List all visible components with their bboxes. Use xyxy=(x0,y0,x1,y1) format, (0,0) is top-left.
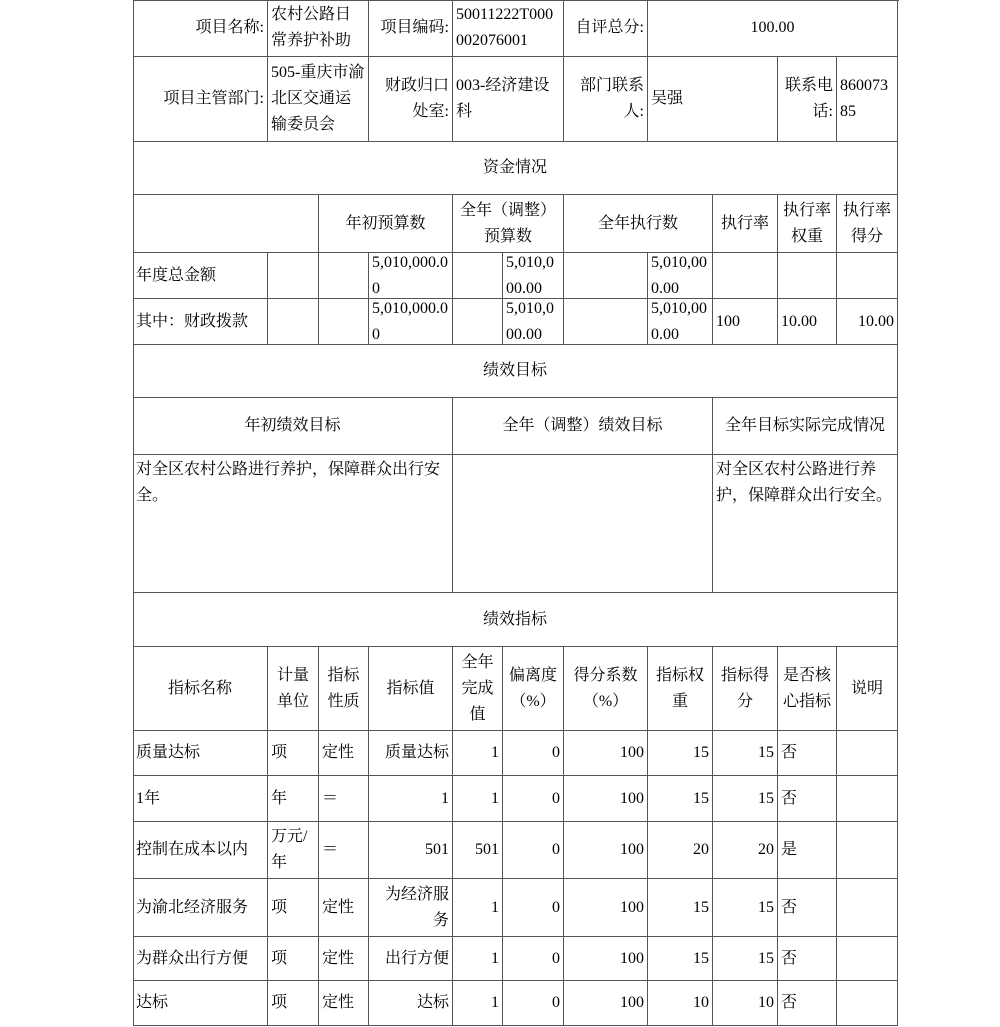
funds-row-label-text: 年度总金额 xyxy=(136,266,217,284)
indicator-cell-text: 0 xyxy=(552,744,560,761)
indicator-cell-text: 20 xyxy=(693,841,709,858)
indicator-column-header xyxy=(648,647,713,731)
indicator-cell xyxy=(648,981,713,1026)
phone xyxy=(837,57,898,142)
blank-cell xyxy=(133,195,319,253)
indicator-cell xyxy=(648,776,713,822)
section-title-goals-text: 绩效目标 xyxy=(482,362,547,379)
indicator-cell xyxy=(268,937,319,981)
indicator-cell xyxy=(778,776,837,822)
indicator-cell xyxy=(319,776,369,822)
indicator-cell xyxy=(503,937,564,981)
executed-amount xyxy=(648,299,713,345)
indicator-cell xyxy=(837,731,898,776)
adjusted-budget-text: 5,010,000.00 xyxy=(506,299,554,343)
section-title-goals xyxy=(133,345,898,398)
rate-score xyxy=(837,253,898,299)
section-title-indicators xyxy=(133,593,898,647)
indicator-cell xyxy=(648,937,713,981)
indicator-cell-text: 达标 xyxy=(136,994,169,1011)
initial-budget xyxy=(369,299,453,345)
indicator-column-header-text: 指标得分 xyxy=(720,666,769,710)
funds-column-header-text: 执行率 xyxy=(720,214,769,232)
indicator-cell-text: 0 xyxy=(552,898,560,916)
indicator-cell-text: 否 xyxy=(781,949,798,967)
dept-label xyxy=(133,57,268,142)
funds-column-header xyxy=(319,195,453,253)
phone-label xyxy=(778,57,837,142)
self-score-label xyxy=(564,0,648,57)
funds-column-header xyxy=(713,195,778,253)
project-code-label xyxy=(369,0,453,57)
goals-column-header-text: 全年（调整）绩效目标 xyxy=(502,417,663,434)
indicator-cell xyxy=(369,731,453,776)
indicator-cell-text: 15 xyxy=(758,898,774,916)
table-cell xyxy=(564,253,648,299)
adjusted-budget xyxy=(503,299,564,345)
contact xyxy=(648,57,778,142)
indicator-cell xyxy=(713,731,778,776)
indicator-cell xyxy=(453,879,503,937)
table-cell xyxy=(319,253,369,299)
indicator-cell xyxy=(319,822,369,879)
indicator-cell xyxy=(837,822,898,879)
indicator-cell-text: 否 xyxy=(781,994,798,1011)
indicator-cell-text: 100 xyxy=(620,898,644,916)
indicator-cell xyxy=(268,731,319,776)
indicator-cell-text: 20 xyxy=(758,841,774,858)
indicator-column-header xyxy=(778,647,837,731)
self-score-text: 100.00 xyxy=(750,19,795,36)
initial-budget xyxy=(369,253,453,299)
executed-amount-text: 5,010,000.00 xyxy=(651,253,707,297)
execution-rate xyxy=(713,253,778,299)
indicator-cell-text: 15 xyxy=(693,898,709,916)
indicator-cell-text: 1 xyxy=(491,949,499,967)
adjusted-goal xyxy=(453,455,713,593)
indicator-cell xyxy=(133,822,268,879)
indicator-cell xyxy=(268,879,319,937)
indicator-cell-text: 定性 xyxy=(322,898,355,916)
indicator-cell-text: 是 xyxy=(781,841,798,858)
indicator-column-header-text: 指标名称 xyxy=(167,679,232,697)
indicator-column-header-text: 是否核心指标 xyxy=(782,666,831,710)
indicator-column-header xyxy=(503,647,564,731)
execution-rate xyxy=(713,299,778,345)
indicator-column-header xyxy=(268,647,319,731)
indicator-cell-text: ＝ xyxy=(322,841,339,858)
indicator-cell xyxy=(369,937,453,981)
indicator-cell-text: 1 xyxy=(491,789,499,807)
indicator-cell-text: 0 xyxy=(552,841,560,858)
indicator-cell xyxy=(319,879,369,937)
indicator-column-header xyxy=(369,647,453,731)
project-name-label xyxy=(133,0,268,57)
indicator-cell xyxy=(837,981,898,1026)
indicator-column-header xyxy=(837,647,898,731)
indicator-cell-text: 定性 xyxy=(322,949,355,967)
indicator-cell-text: 万元/年 xyxy=(271,828,308,871)
indicator-cell xyxy=(778,937,837,981)
indicator-cell xyxy=(713,937,778,981)
indicator-cell-text: 0 xyxy=(552,949,560,967)
finance-office-label-text: 财政归口处室: xyxy=(384,77,449,120)
funds-row-label xyxy=(133,253,268,299)
indicator-cell xyxy=(453,981,503,1026)
indicator-cell xyxy=(564,937,648,981)
executed-amount xyxy=(648,253,713,299)
dept-text: 505-重庆市渝北区交通运输委员会 xyxy=(271,64,365,133)
indicator-cell-text: 1 xyxy=(441,789,449,807)
indicator-cell-text: 1 xyxy=(491,744,499,761)
indicator-column-header xyxy=(133,647,268,731)
indicator-cell xyxy=(268,822,319,879)
indicator-cell-text: 控制在成本以内 xyxy=(136,841,249,858)
indicator-cell-text: 否 xyxy=(781,898,798,916)
indicator-cell xyxy=(133,981,268,1026)
funds-row-label xyxy=(133,299,268,345)
indicator-cell-text: 15 xyxy=(758,789,774,807)
indicator-cell-text: 100 xyxy=(620,789,644,807)
indicator-cell xyxy=(564,776,648,822)
rate-weight-text: 10.00 xyxy=(781,312,817,330)
rate-score xyxy=(837,299,898,345)
indicator-cell-text: 15 xyxy=(693,949,709,967)
project-name xyxy=(268,0,369,57)
actual-goal xyxy=(713,455,898,593)
dept xyxy=(268,57,369,142)
indicator-cell xyxy=(503,731,564,776)
indicator-cell-text: 定性 xyxy=(322,744,355,761)
indicator-cell xyxy=(837,776,898,822)
section-title-funds-text: 资金情况 xyxy=(482,159,547,176)
indicator-column-header-text: 得分系数（%） xyxy=(573,666,638,710)
adjusted-budget-text: 5,010,000.00 xyxy=(506,253,554,297)
table-cell xyxy=(453,253,503,299)
finance-office xyxy=(453,57,564,142)
goals-column-header xyxy=(133,398,453,455)
indicator-cell-text: 定性 xyxy=(322,994,355,1011)
initial-budget-text: 5,010,000.00 xyxy=(372,253,448,297)
project-code-label-text: 项目编码: xyxy=(380,19,449,36)
indicator-cell xyxy=(319,937,369,981)
indicator-column-header xyxy=(713,647,778,731)
indicator-cell-text: 15 xyxy=(758,949,774,967)
table-cell xyxy=(268,253,319,299)
indicator-column-header-text: 指标性质 xyxy=(327,666,360,710)
indicator-cell xyxy=(564,822,648,879)
indicator-cell-text: 项 xyxy=(271,744,288,761)
indicator-cell-text: 0 xyxy=(552,789,560,807)
indicator-cell xyxy=(453,822,503,879)
adjusted-budget xyxy=(503,253,564,299)
funds-row-label-text: 其中：财政拨款 xyxy=(136,312,249,330)
rate-score-text: 10.00 xyxy=(858,312,894,330)
contact-text: 吴强 xyxy=(651,90,684,107)
indicator-cell-text: 质量达标 xyxy=(136,744,201,761)
indicator-cell-text: ＝ xyxy=(322,789,339,807)
indicator-cell-text: 0 xyxy=(552,994,560,1011)
funds-column-header-text: 全年执行数 xyxy=(597,214,678,232)
finance-office-label xyxy=(369,57,453,142)
executed-amount-text: 5,010,000.00 xyxy=(651,299,707,343)
goals-column-header-text: 全年目标实际完成情况 xyxy=(724,417,885,434)
funds-column-header-text: 执行率权重 xyxy=(782,201,831,245)
funds-column-header xyxy=(778,195,837,253)
section-title-funds xyxy=(133,142,898,195)
rate-weight xyxy=(778,253,837,299)
indicator-cell xyxy=(713,981,778,1026)
project-name-text: 农村公路日常养护补助 xyxy=(271,6,352,49)
project-code-text: 50011222T000002076001 xyxy=(456,6,554,49)
project-name-label-text: 项目名称: xyxy=(195,19,264,36)
goals-column-header xyxy=(713,398,898,455)
contact-label-text: 部门联系人: xyxy=(579,77,644,120)
funds-column-header-text: 全年（调整）预算数 xyxy=(459,201,556,245)
indicator-cell xyxy=(369,981,453,1026)
indicator-cell xyxy=(778,731,837,776)
initial-goal-text: 对全区农村公路进行养护，保障群众出行安全。 xyxy=(136,461,441,504)
initial-goal xyxy=(133,455,453,593)
indicator-cell xyxy=(369,822,453,879)
table-cell xyxy=(453,299,503,345)
indicator-cell-text: 100 xyxy=(620,994,644,1011)
project-code xyxy=(453,0,564,57)
indicator-cell-text: 1 xyxy=(491,898,499,916)
finance-office-text: 003-经济建设科 xyxy=(456,77,550,120)
indicator-column-header-text: 全年完成值 xyxy=(461,653,494,723)
indicator-cell xyxy=(453,731,503,776)
indicator-cell xyxy=(503,879,564,937)
indicator-cell xyxy=(503,981,564,1026)
indicator-cell-text: 质量达标 xyxy=(384,744,449,761)
table-cell xyxy=(564,299,648,345)
indicator-column-header-text: 指标值 xyxy=(386,679,435,697)
indicator-cell-text: 出行方便 xyxy=(384,949,449,967)
indicator-cell xyxy=(778,822,837,879)
indicator-column-header xyxy=(564,647,648,731)
indicator-cell-text: 为经济服务 xyxy=(384,885,449,929)
table-cell xyxy=(268,299,319,345)
indicator-cell-text: 10 xyxy=(693,994,709,1011)
indicator-cell-text: 1 xyxy=(491,994,499,1011)
indicator-cell xyxy=(713,822,778,879)
indicator-cell xyxy=(837,937,898,981)
rate-weight xyxy=(778,299,837,345)
indicator-cell xyxy=(133,731,268,776)
indicator-cell-text: 1年 xyxy=(136,789,161,807)
indicator-column-header-text: 说明 xyxy=(850,679,883,697)
indicator-column-header xyxy=(319,647,369,731)
indicator-cell xyxy=(778,879,837,937)
indicator-cell-text: 为渝北经济服务 xyxy=(136,898,249,916)
indicator-cell-text: 15 xyxy=(693,744,709,761)
indicator-cell-text: 15 xyxy=(693,789,709,807)
indicator-cell-text: 项 xyxy=(271,994,288,1011)
dept-label-text: 项目主管部门: xyxy=(163,90,264,107)
indicator-cell-text: 否 xyxy=(781,789,798,807)
indicator-cell xyxy=(503,776,564,822)
indicator-cell xyxy=(778,981,837,1026)
indicator-cell-text: 15 xyxy=(758,744,774,761)
self-score-label-text: 自评总分: xyxy=(575,19,644,36)
table-cell xyxy=(319,299,369,345)
indicator-cell-text: 100 xyxy=(620,949,644,967)
indicator-column-header-text: 指标权重 xyxy=(655,666,704,710)
indicator-column-header-text: 计量单位 xyxy=(276,666,309,710)
indicator-cell xyxy=(268,981,319,1026)
indicator-cell xyxy=(369,879,453,937)
contact-label xyxy=(564,57,648,142)
indicator-cell-text: 100 xyxy=(620,744,644,761)
section-title-indicators-text: 绩效指标 xyxy=(482,610,547,628)
indicator-cell xyxy=(369,776,453,822)
indicator-cell-text: 项 xyxy=(271,949,288,967)
indicator-cell xyxy=(564,879,648,937)
indicator-cell xyxy=(453,776,503,822)
self-score xyxy=(648,0,898,57)
execution-rate-text: 100 xyxy=(716,312,740,330)
indicator-cell xyxy=(564,981,648,1026)
indicator-column-header-text: 偏离度（%） xyxy=(508,666,557,710)
indicator-cell xyxy=(713,776,778,822)
funds-column-header xyxy=(837,195,898,253)
indicator-cell-text: 10 xyxy=(758,994,774,1011)
indicator-cell xyxy=(837,879,898,937)
indicator-cell xyxy=(453,937,503,981)
indicator-cell xyxy=(648,879,713,937)
indicator-cell-text: 年 xyxy=(271,789,288,807)
indicator-cell-text: 否 xyxy=(781,744,798,761)
indicator-column-header xyxy=(453,647,503,731)
indicator-cell-text: 501 xyxy=(475,841,499,858)
funds-column-header-text: 执行率得分 xyxy=(842,201,891,245)
indicator-cell xyxy=(133,776,268,822)
indicator-cell-text: 项 xyxy=(271,898,288,916)
phone-text: 86007385 xyxy=(840,77,888,120)
phone-label-text: 联系电话: xyxy=(784,77,833,120)
indicator-cell xyxy=(564,731,648,776)
indicator-cell-text: 501 xyxy=(425,841,449,858)
funds-column-header xyxy=(453,195,564,253)
indicator-cell xyxy=(648,822,713,879)
goals-column-header-text: 年初绩效目标 xyxy=(244,417,341,434)
actual-goal-text: 对全区农村公路进行养护，保障群众出行安全。 xyxy=(716,461,893,504)
indicator-cell xyxy=(713,879,778,937)
indicator-cell xyxy=(319,981,369,1026)
goals-column-header xyxy=(453,398,713,455)
indicator-cell xyxy=(503,822,564,879)
indicator-cell-text: 达标 xyxy=(416,994,449,1011)
indicator-cell xyxy=(133,937,268,981)
indicator-cell xyxy=(319,731,369,776)
funds-column-header xyxy=(564,195,713,253)
indicator-cell xyxy=(648,731,713,776)
indicator-cell xyxy=(268,776,319,822)
indicator-cell-text: 为群众出行方便 xyxy=(136,949,249,967)
initial-budget-text: 5,010,000.00 xyxy=(372,299,448,343)
funds-column-header-text: 年初预算数 xyxy=(345,214,426,232)
indicator-cell xyxy=(133,879,268,937)
indicator-cell-text: 100 xyxy=(620,841,644,858)
